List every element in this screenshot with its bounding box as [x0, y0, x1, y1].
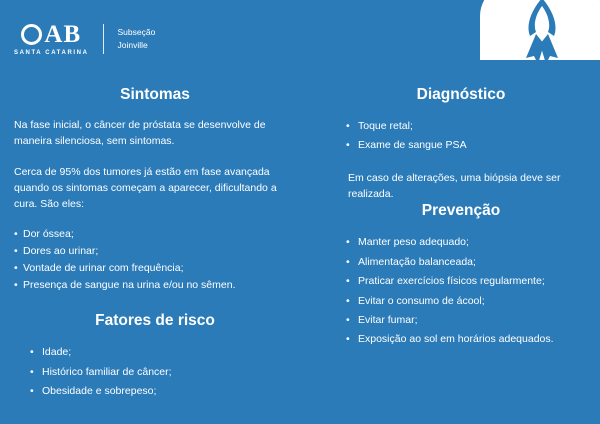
sintomas-paragraph-1: Na fase inicial, o câncer de próstata se desenvolve de maneira silenciosa, sem sintomas.	[14, 119, 266, 148]
oab-logo-subtitle: SANTA CATARINA	[14, 50, 89, 56]
list-item: • Presença de sangue na urina e/ou no sêmen.	[14, 277, 296, 294]
list-item: • Alimentação balanceada;	[358, 253, 592, 272]
section-title-fatores-de-risco: Fatores de risco	[95, 312, 215, 330]
branch-line-1: Subseção	[117, 27, 156, 38]
list-item: • Exame de sangue PSA	[358, 136, 592, 155]
oab-logo	[14, 22, 89, 56]
list-item: • Dor óssea;	[14, 226, 296, 243]
list-item: • Idade;	[42, 343, 296, 362]
prevencao-list	[330, 233, 592, 350]
diagnostico-note: Em caso de alterações, uma biópsia deve ser realizada.	[348, 171, 561, 201]
awareness-ribbon-icon	[456, 0, 600, 80]
list-item: • Evitar o consumo de ácool;	[358, 292, 592, 311]
branch-label	[118, 26, 156, 52]
oab-logo-letters: AB	[44, 21, 82, 48]
section-title-sintomas: Sintomas	[120, 86, 190, 103]
list-item: • Manter peso adequado;	[358, 233, 592, 252]
right-column	[330, 86, 592, 350]
header-brand	[14, 22, 155, 56]
fatores-de-risco-list	[14, 343, 296, 401]
list-item: • Evitar fumar;	[358, 311, 592, 330]
diagnostico-list	[330, 117, 592, 156]
oab-ring-icon	[21, 24, 42, 45]
branch-line-2: Joinville	[117, 40, 148, 50]
list-item: • Praticar exercícios físicos regularmente;	[358, 272, 592, 291]
section-title-diagnostico: Diagnóstico	[416, 86, 506, 103]
section-title-prevencao: Prevenção	[421, 202, 501, 220]
list-item: • Histórico familiar de câncer;	[42, 363, 296, 382]
list-item: • Dores ao urinar;	[14, 243, 296, 260]
list-item: • Vontade de urinar com frequência;	[14, 260, 296, 277]
sintomas-list	[14, 226, 296, 294]
list-item: • Exposição ao sol em horários adequados.	[358, 330, 592, 349]
list-item: • Obesidade e sobrepeso;	[42, 382, 296, 401]
header-divider	[103, 24, 104, 54]
sintomas-paragraph-2: Cerca de 95% dos tumores já estão em fase avançada quando os sintomas começam a aparecer, dificultando a cura. São eles:	[14, 165, 277, 211]
oab-wordmark	[21, 22, 81, 47]
left-column	[14, 86, 296, 402]
list-item: • Toque retal;	[358, 117, 592, 136]
